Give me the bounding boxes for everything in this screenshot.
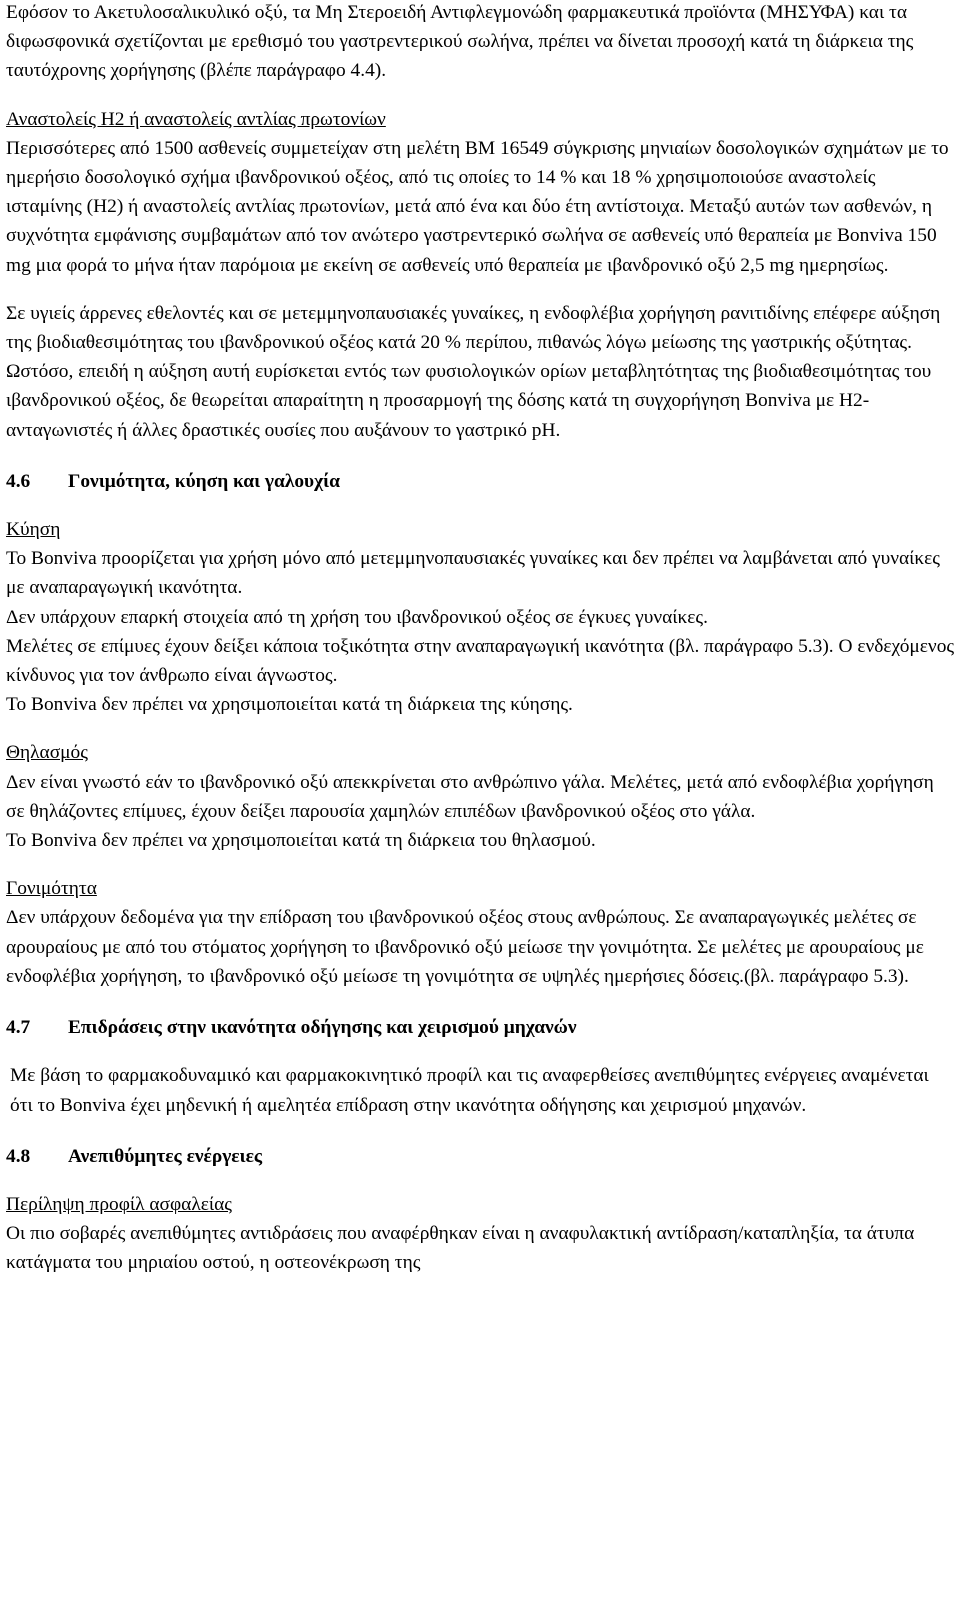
pregnancy-line-2: Δεν υπάρχουν επαρκή στοιχεία από τη χρήση του ιβανδρονικού οξέος σε έγκυες γυναίκες. [6, 606, 708, 628]
h2-section-title: Αναστολείς Η2 ή αναστολείς αντλίας πρωτονίων [6, 108, 386, 130]
h2-section-paragraph-1: Περισσότερες από 1500 ασθενείς συμμετείχαν στη μελέτη BM 16549 σύγκρισης μηνιαίων δοσολογικών σχημάτων με το ημερήσιο δοσολογικό σχήμα ιβανδρονικού οξέος, από τις οποίες το 14 % και 18 % χρησιμοποιούσε αναστολείς ισταμίνης (Η2) ή αναστολείς αντλίας πρωτονίων, μετά από ένα και δύο έτη αντίστοιχα. Μεταξύ αυτών των ασθενών, η συχνότητα εμφάνισης συμβαμάτων από τον ανώτερο γαστρεντερικό σωλήνα σε ασθενείς υπό θεραπεία με Bonviva 150 mg μια φορά το μήνα ήταν παρόμοια με εκείνη σε ασθενείς υπό θεραπεία με ιβανδρονικό οξύ 2,5 mg ημερησίως. [6, 137, 949, 276]
safety-summary-subheading: Περίληψη προφίλ ασφαλείας [6, 1193, 232, 1215]
pregnancy-line-3: Μελέτες σε επίμυες έχουν δείξει κάποια τοξικότητα στην αναπαραγωγική ικανότητα (βλ. παράγραφο 5.3). Ο ενδεχόμενος κίνδυνος για τον άνθρωπο είναι άγνωστος. [6, 635, 955, 687]
pregnancy-line-4: Το Bonviva δεν πρέπει να χρησιμοποιείται κατά τη διάρκεια της κύησης. [6, 694, 573, 716]
section-title: Επιδράσεις στην ικανότητα οδήγησης και χειρισμού μηχανών [68, 1017, 577, 1039]
lactation-line-1: Δεν είναι γνωστό εάν το ιβανδρονικό οξύ απεκκρίνεται στο ανθρώπινο γάλα. Μελέτες, μετά από ενδοφλέβια χορήγηση σε θηλάζοντες επίμυες, έχουν δείξει παρουσία χαμηλών επιπέδων ιβανδρονικού οξέος στο γάλα. [6, 771, 934, 822]
safety-summary-paragraph: Οι πιο σοβαρές ανεπιθύμητες αντιδράσεις που αναφέρθηκαν είναι η αναφυλακτική αντίδραση/καταπληξία, τα άτυπα κατάγματα του μηριαίου οστού, η οστεονέκρωση της [6, 1223, 915, 1274]
fertility-subheading: Γονιμότητα [6, 878, 97, 900]
section-number: 4.7 [6, 1017, 31, 1039]
section-title: Ανεπιθύμητες ενέργειες [68, 1145, 263, 1167]
lactation-subheading: Θηλασμός [6, 742, 88, 764]
pregnancy-subheading: Κύηση [6, 519, 61, 541]
intro-paragraph: Εφόσον το Ακετυλοσαλικυλικό οξύ, τα Μη Στεροειδή Αντιφλεγμονώδη φαρμακευτικά προϊόντα (ΜΗΣΥΦΑ) και τα διφωσφονικά σχετίζονται με ερεθισμό του γαστρεντερικού σωλήνα, πρέπει να δίνεται προσοχή κατά τη διάρκεια της ταυτόχρονης χορήγησης (βλέπε παράγραφο 4.4). [6, 2, 914, 82]
lactation-line-2: Το Bonviva δεν πρέπει να χρησιμοποιείται κατά τη διάρκεια του θηλασμού. [6, 830, 596, 852]
section-title: Γονιμότητα, κύηση και γαλουχία [68, 470, 340, 492]
section-4-6-heading [6, 467, 956, 496]
h2-section-paragraph-2: Σε υγιείς άρρενες εθελοντές και σε μετεμμηνοπαυσιακές γυναίκες, η ενδοφλέβια χορήγηση ρανιτιδίνης επέφερε αύξηση της βιοδιαθεσιμότητας του ιβανδρονικού οξέος κατά 20 % περίπου, πιθανώς λόγω μείωσης της γαστρικής οξύτητας. Ωστόσο, επειδή η αύξηση αυτή ευρίσκεται εντός των φυσιολογικών ορίων μεταβλητότητας της βιοδιαθεσιμότητας του ιβανδρονικού οξέος, δε θεωρείται απαραίτητη η προσαρμογή της δόσης κατά τη συγχορήγηση Bonviva με Η2-ανταγωνιστές ή άλλες δραστικές ουσίες που αυξάνουν το γαστρικό pH. [6, 302, 941, 441]
pregnancy-line-1: Το Bonviva προορίζεται για χρήση μόνο από μετεμμηνοπαυσιακές γυναίκες και δεν πρέπει να λαμβάνεται από γυναίκες με αναπαραγωγική ικανότητα. [6, 548, 940, 599]
document-page [6, 0, 956, 1278]
section-4-7-heading [6, 1013, 956, 1042]
section-4-8-heading [6, 1142, 956, 1171]
section-number: 4.8 [6, 1145, 31, 1167]
section-4-7-paragraph: Με βάση το φαρμακοδυναμικό και φαρμακοκινητικό προφίλ και τις αναφερθείσες ανεπιθύμητες ενέργειες αναμένεται ότι το Bonviva έχει μηδενική ή αμελητέα επίδραση στην ικανότητα οδήγησης και χειρισμού μηχανών. [10, 1065, 929, 1116]
section-number: 4.6 [6, 470, 31, 492]
fertility-paragraph: Δεν υπάρχουν δεδομένα για την επίδραση του ιβανδρονικού οξέος στους ανθρώπους. Σε αναπαραγωγικές μελέτες σε αρουραίους με από του στόματος χορήγηση το ιβανδρονικό οξύ μείωσε την γονιμότητα. Σε μελέτες με αρουραίους με ενδοφλέβια χορήγηση, το ιβανδρονικό οξύ μείωσε τη γονιμότητα σε υψηλές ημερήσιες δόσεις.(βλ. παράγραφο 5.3). [6, 907, 924, 987]
